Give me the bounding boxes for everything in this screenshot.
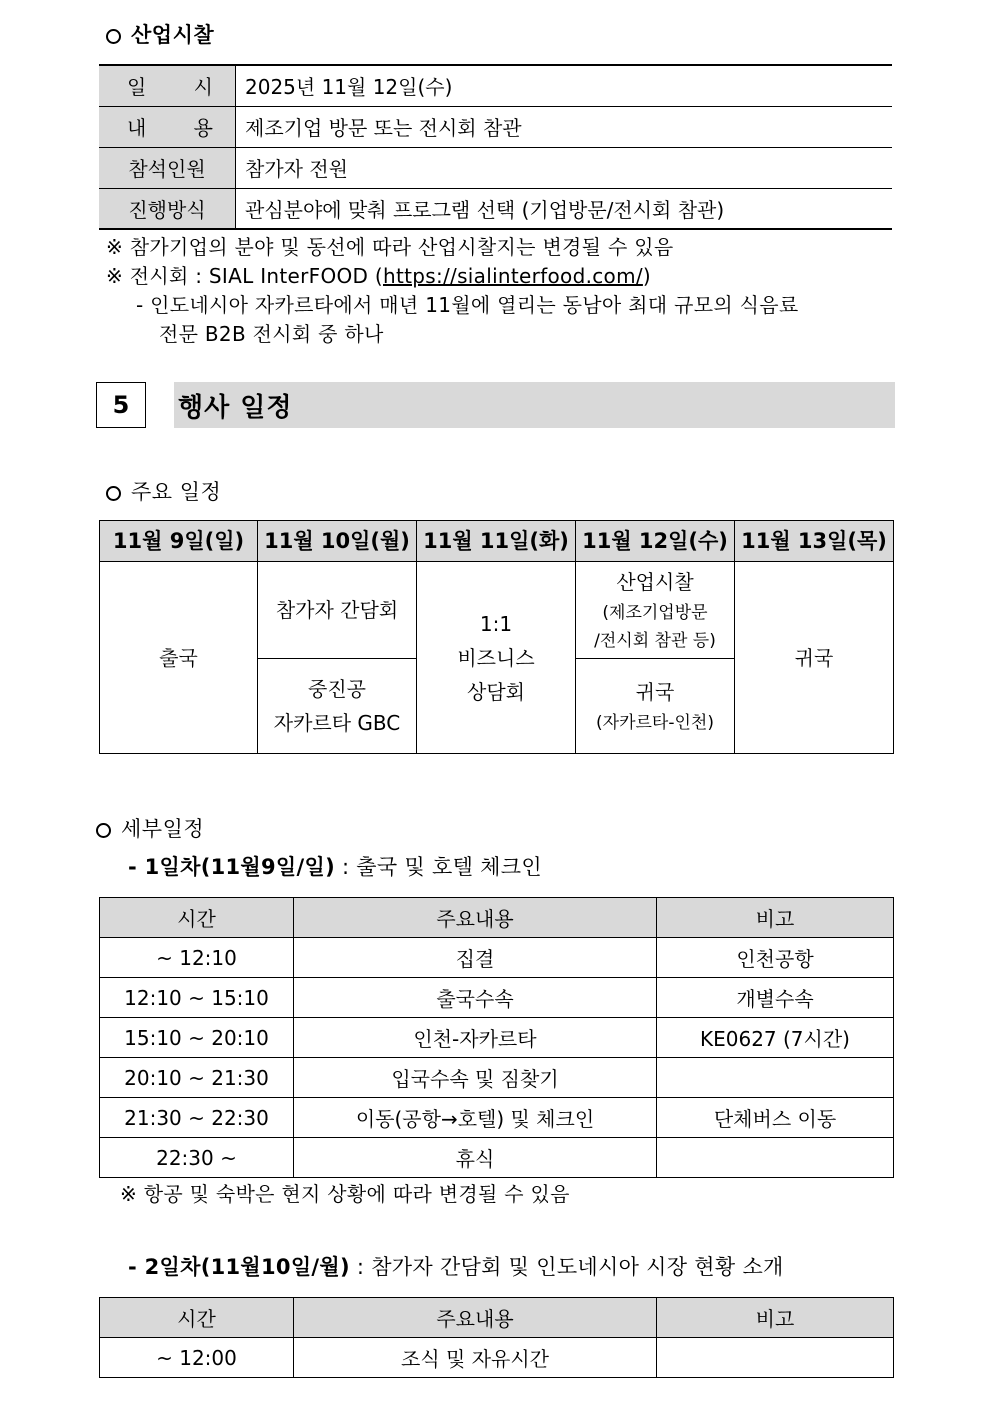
content-cell: 집결 <box>294 938 657 978</box>
day1-title-bold: - 1일차(11월9일/일) <box>128 855 335 879</box>
remark-cell: 개별수속 <box>657 978 894 1018</box>
detail-schedule-heading <box>96 813 204 843</box>
info-value: 관심분야에 맞춰 프로그램 선택 (기업방문/전시회 참관) <box>236 188 893 229</box>
column-header: 주요내용 <box>294 1298 657 1338</box>
content-cell: 조식 및 자유시간 <box>294 1338 657 1378</box>
schedule-cell: 참가자 간담회 <box>258 562 417 659</box>
exhibition-link[interactable]: https://sialinterfood.com/ <box>383 264 643 288</box>
time-cell: 15:10 ~ 20:10 <box>100 1018 294 1058</box>
day-header: 11월 9일(일) <box>100 521 258 562</box>
content-cell: 이동(공항→호텔) 및 체크인 <box>294 1098 657 1138</box>
table-header-row <box>100 1298 894 1338</box>
info-value: 참가자 전원 <box>236 147 893 188</box>
cell-line: /전시회 참관 등) <box>594 631 716 651</box>
main-schedule-heading <box>106 476 221 506</box>
cell-line: 귀국 <box>635 680 675 704</box>
cell-line: 1:1 <box>479 611 513 636</box>
note-line: 전문 B2B 전시회 중 하나 <box>159 322 384 346</box>
table-row <box>100 938 894 978</box>
table-row <box>100 1138 894 1178</box>
remark-cell <box>657 1138 894 1178</box>
cell-line: (자카르타-인천) <box>596 713 714 733</box>
time-cell: ~ 12:00 <box>100 1338 294 1378</box>
cell-line: 산업시찰 <box>616 570 694 594</box>
label-char: 시 <box>193 75 213 100</box>
day1-table <box>99 897 894 1178</box>
info-label: 진행방식 <box>99 188 236 229</box>
schedule-cell: 귀국 <box>735 562 894 754</box>
industrial-tour-table <box>99 64 892 230</box>
cell-line: 자카르타 GBC <box>273 711 401 735</box>
time-cell: 20:10 ~ 21:30 <box>100 1058 294 1098</box>
day-header: 11월 12일(수) <box>576 521 735 562</box>
label-char: 용 <box>193 116 213 140</box>
table-row <box>100 1338 894 1378</box>
column-header: 비고 <box>657 898 894 938</box>
day1-title-rest: : 출국 및 호텔 체크인 <box>334 855 542 879</box>
day-header: 11월 11일(화) <box>417 521 576 562</box>
remark-cell: 인천공항 <box>657 938 894 978</box>
note-text: ※ 전시회 : SIAL InterFOOD ( <box>106 264 383 288</box>
day2-title-bold: - 2일차(11월10일/월) <box>128 1255 350 1279</box>
column-header: 시간 <box>100 1298 294 1338</box>
cell-line: 비즈니스 <box>457 645 535 670</box>
note-line: ※ 참가기업의 분야 및 동선에 따라 산업시찰지는 변경될 수 있음 <box>106 235 674 259</box>
label-char: 일 <box>127 75 147 100</box>
remark-cell <box>657 1058 894 1098</box>
note-line: - 인도네시아 자카르타에서 매년 11월에 열리는 동남아 최대 규모의 식음료 <box>136 293 799 317</box>
circle-bullet-icon <box>106 29 121 44</box>
schedule-cell <box>417 562 576 754</box>
tour-notes <box>106 233 906 349</box>
circle-bullet-icon <box>96 823 111 838</box>
cell-line: 중진공 <box>308 677 366 701</box>
section-number: 5 <box>96 382 146 428</box>
cell-line: 상담회 <box>467 679 525 704</box>
table-header-row <box>100 521 894 562</box>
info-value: 제조기업 방문 또는 전시회 참관 <box>236 106 893 147</box>
table-row <box>100 562 894 659</box>
remark-cell <box>657 1338 894 1378</box>
day2-title <box>128 1251 784 1281</box>
label-char: 내 <box>127 116 147 140</box>
remark-cell: 단체버스 이동 <box>657 1098 894 1138</box>
day2-table <box>99 1297 894 1378</box>
info-label: 참석인원 <box>99 147 236 188</box>
table-header-row <box>100 898 894 938</box>
day1-title <box>128 851 542 881</box>
table-row <box>99 188 892 229</box>
content-cell: 휴식 <box>294 1138 657 1178</box>
time-cell: 21:30 ~ 22:30 <box>100 1098 294 1138</box>
main-schedule-table <box>99 520 894 754</box>
day1-note: ※ 항공 및 숙박은 현지 상황에 따라 변경될 수 있음 <box>120 1182 570 1206</box>
day-header: 11월 10일(월) <box>258 521 417 562</box>
time-cell: 22:30 ~ <box>100 1138 294 1178</box>
remark-cell: KE0627 (7시간) <box>657 1018 894 1058</box>
content-cell: 출국수속 <box>294 978 657 1018</box>
schedule-cell: 출국 <box>100 562 258 754</box>
column-header: 시간 <box>100 898 294 938</box>
table-row <box>99 147 892 188</box>
table-row <box>100 1058 894 1098</box>
content-cell: 인천-자카르타 <box>294 1018 657 1058</box>
info-label <box>99 106 236 147</box>
schedule-cell <box>258 659 417 754</box>
cell-line: (제조기업방문 <box>602 603 708 623</box>
column-header: 주요내용 <box>294 898 657 938</box>
table-row <box>99 65 892 106</box>
schedule-cell <box>576 659 735 754</box>
note-line <box>106 262 906 291</box>
column-header: 비고 <box>657 1298 894 1338</box>
section-title: 행사 일정 <box>174 382 895 428</box>
detail-schedule-heading-text: 세부일정 <box>121 817 205 841</box>
info-value: 2025년 11월 12일(수) <box>236 65 893 106</box>
industrial-tour-heading-text: 산업시찰 <box>131 23 215 47</box>
content-cell: 입국수속 및 짐찾기 <box>294 1058 657 1098</box>
main-schedule-heading-text: 주요 일정 <box>131 480 222 504</box>
day-header: 11월 13일(목) <box>735 521 894 562</box>
table-row <box>99 106 892 147</box>
schedule-cell <box>576 562 735 659</box>
note-text: ) <box>642 264 652 288</box>
table-row <box>100 1098 894 1138</box>
table-row <box>100 978 894 1018</box>
info-label <box>99 65 236 106</box>
time-cell: ~ 12:10 <box>100 938 294 978</box>
time-cell: 12:10 ~ 15:10 <box>100 978 294 1018</box>
table-row <box>100 1018 894 1058</box>
circle-bullet-icon <box>106 486 121 501</box>
industrial-tour-heading <box>106 19 214 49</box>
day2-title-rest: : 참가자 간담회 및 인도네시아 시장 현황 소개 <box>349 1255 784 1279</box>
